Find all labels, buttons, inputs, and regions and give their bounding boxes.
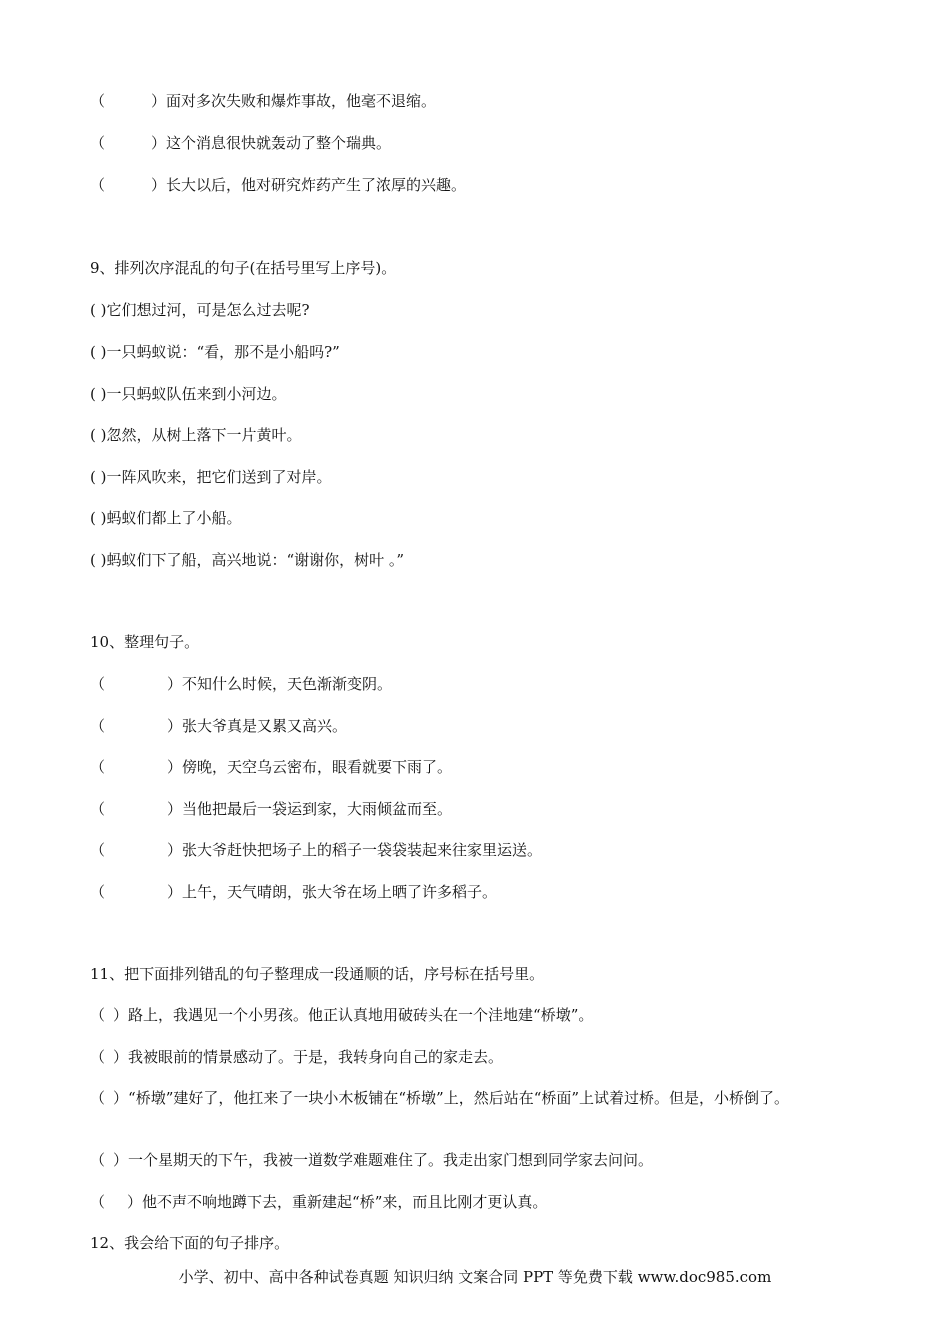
list-item: （ ）路上，我遇见一个小男孩。他正认真地用破砖头在一个洼地建“桥墩”。 — [90, 1006, 594, 1024]
question-11-title: 11、把下面排列错乱的句子整理成一段通顺的话，序号标在括号里。 — [90, 965, 545, 983]
list-item: ( )一阵风吹来，把它们送到了对岸。 — [90, 468, 332, 486]
list-item: ( )一只蚂蚁队伍来到小河边。 — [90, 385, 287, 403]
sentence-item: （ ）长大以后，他对研究炸药产生了浓厚的兴趣。 — [90, 176, 467, 194]
list-item: ( )它们想过河，可是怎么过去呢? — [90, 301, 310, 319]
list-item: （ ）当他把最后一袋运到家，大雨倾盆而至。 — [90, 800, 453, 818]
question-9-title: 9、排列次序混乱的句子(在括号里写上序号)。 — [90, 259, 397, 277]
list-item: （ ）张大爷赶快把场子上的稻子一袋袋装起来往家里运送。 — [90, 841, 543, 859]
list-item: ( )蚂蚁们下了船，高兴地说：“谢谢你，树叶 。” — [90, 551, 405, 569]
list-item: （ ）上午，天气晴朗，张大爷在场上晒了许多稻子。 — [90, 883, 498, 901]
list-item: ( )忽然，从树上落下一片黄叶。 — [90, 426, 302, 444]
list-item: （ ）张大爷真是又累又高兴。 — [90, 717, 348, 735]
list-item: （ ）“桥墩”建好了，他扛来了一块小木板铺在“桥墩”上，然后站在“桥面”上试着过桥。但是，小桥倒了。 — [90, 1089, 790, 1107]
sentence-item: （ ）这个消息很快就轰动了整个瑞典。 — [90, 134, 392, 152]
page-footer: 小学、初中、高中各种试卷真题 知识归纳 文案合同 PPT 等免费下载 www.doc985.com — [178, 1268, 772, 1286]
list-item: ( )蚂蚁们都上了小船。 — [90, 509, 242, 527]
list-item: （ ）傍晚，天空乌云密布，眼看就要下雨了。 — [90, 758, 453, 776]
question-10-title: 10、整理句子。 — [90, 633, 200, 651]
sentence-item: （ ）面对多次失败和爆炸事故，他毫不退缩。 — [90, 92, 437, 110]
question-12-title: 12、我会给下面的句子排序。 — [90, 1234, 290, 1252]
list-item: （ ）一个星期天的下午，我被一道数学难题难住了。我走出家门想到同学家去问问。 — [90, 1151, 654, 1169]
list-item: （ ）我被眼前的情景感动了。于是，我转身向自己的家走去。 — [90, 1048, 504, 1066]
list-item: ( )一只蚂蚁说：“看，那不是小船吗?” — [90, 343, 340, 361]
list-item: （ ）不知什么时候，天色渐渐变阴。 — [90, 675, 393, 693]
list-item: （ ）他不声不响地蹲下去，重新建起“桥”来，而且比刚才更认真。 — [90, 1193, 548, 1211]
